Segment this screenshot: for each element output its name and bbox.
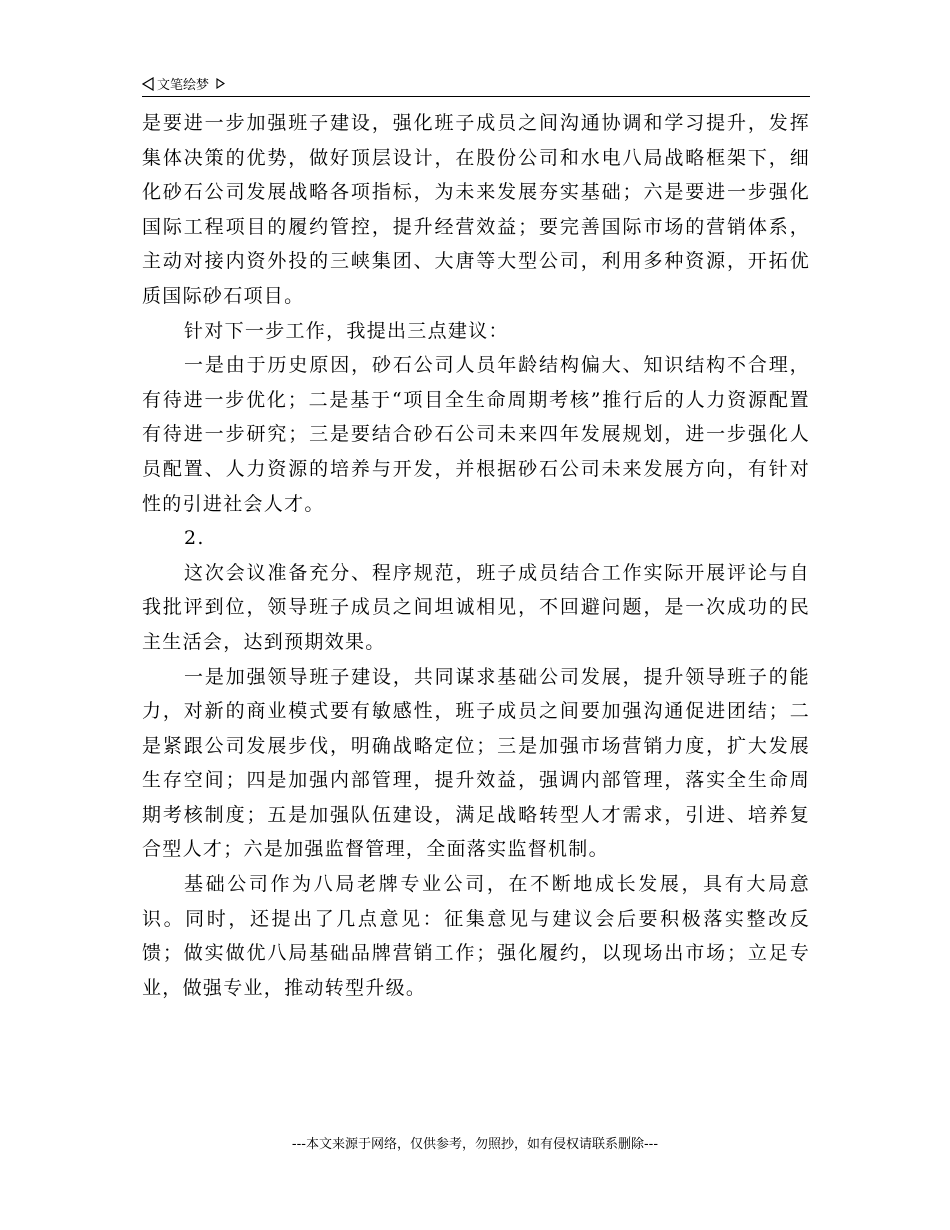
paragraph: 基础公司作为八局老牌专业公司，在不断地成长发展，具有大局意识。同时，还提出了几点意见：征集意见与建议会后要积极落实整改反馈；做实做优八局基础品牌营销工作；强化履约，以现场出市场；立足专业，做强专业，推动转型升级。 xyxy=(142,873,810,999)
paragraph: 针对下一步工作，我提出三点建议： xyxy=(184,319,509,342)
header-brand xyxy=(142,74,225,93)
document-body xyxy=(142,106,810,1005)
paragraph: 这次会议准备充分、程序规范，班子成员结合工作实际开展评论与自我批评到位，领导班子成员之间坦诚相见，不回避问题，是一次成功的民主生活会，达到预期效果。 xyxy=(142,561,810,653)
paragraph: 是要进一步加强班子建设，强化班子成员之间沟通协调和学习提升，发挥集体决策的优势，做好顶层设计，在股份公司和水电八局战略框架下，细化砂石公司发展战略各项指标，为未来发展夯实基础；六是要进一步强化国际工程项目的履约管控，提升经营效益；要完善国际市场的营销体系，主动对接内资外投的三峡集团、大唐等大型公司，利用多种资源，开拓优质国际砂石项目。 xyxy=(142,112,810,307)
paragraph: 一是由于历史原因，砂石公司人员年龄结构偏大、知识结构不合理，有待进一步优化；二是基于“项目全生命周期考核”推行后的人力资源配置有待进一步研究；三是要结合砂石公司未来四年发展规划，进一步强化人员配置、人力资源的培养与开发，并根据砂石公司未来发展方向，有针对性的引进社会人才。 xyxy=(142,354,810,515)
page-header xyxy=(142,72,810,97)
triangle-left-icon xyxy=(142,77,154,91)
section-number: 2. xyxy=(184,527,205,550)
paragraph: 一是加强领导班子建设，共同谋求基础公司发展，提升领导班子的能力，对新的商业模式要有敏感性，班子成员之间要加强沟通促进团结；二是紧跟公司发展步伐，明确战略定位；三是加强市场营销力度，扩大发展生存空间；四是加强内部管理，提升效益，强调内部管理，落实全生命周期考核制度；五是加强队伍建设，满足战略转型人才需求，引进、培养复合型人才；六是加强监督管理，全面落实监督机制。 xyxy=(142,665,810,861)
triangle-right-icon xyxy=(216,78,225,89)
page-footer: ---本文来源于网络，仅供参考，勿照抄，如有侵权请联系删除--- xyxy=(291,1137,659,1152)
brand-text: 文笔绘梦 xyxy=(157,78,210,93)
